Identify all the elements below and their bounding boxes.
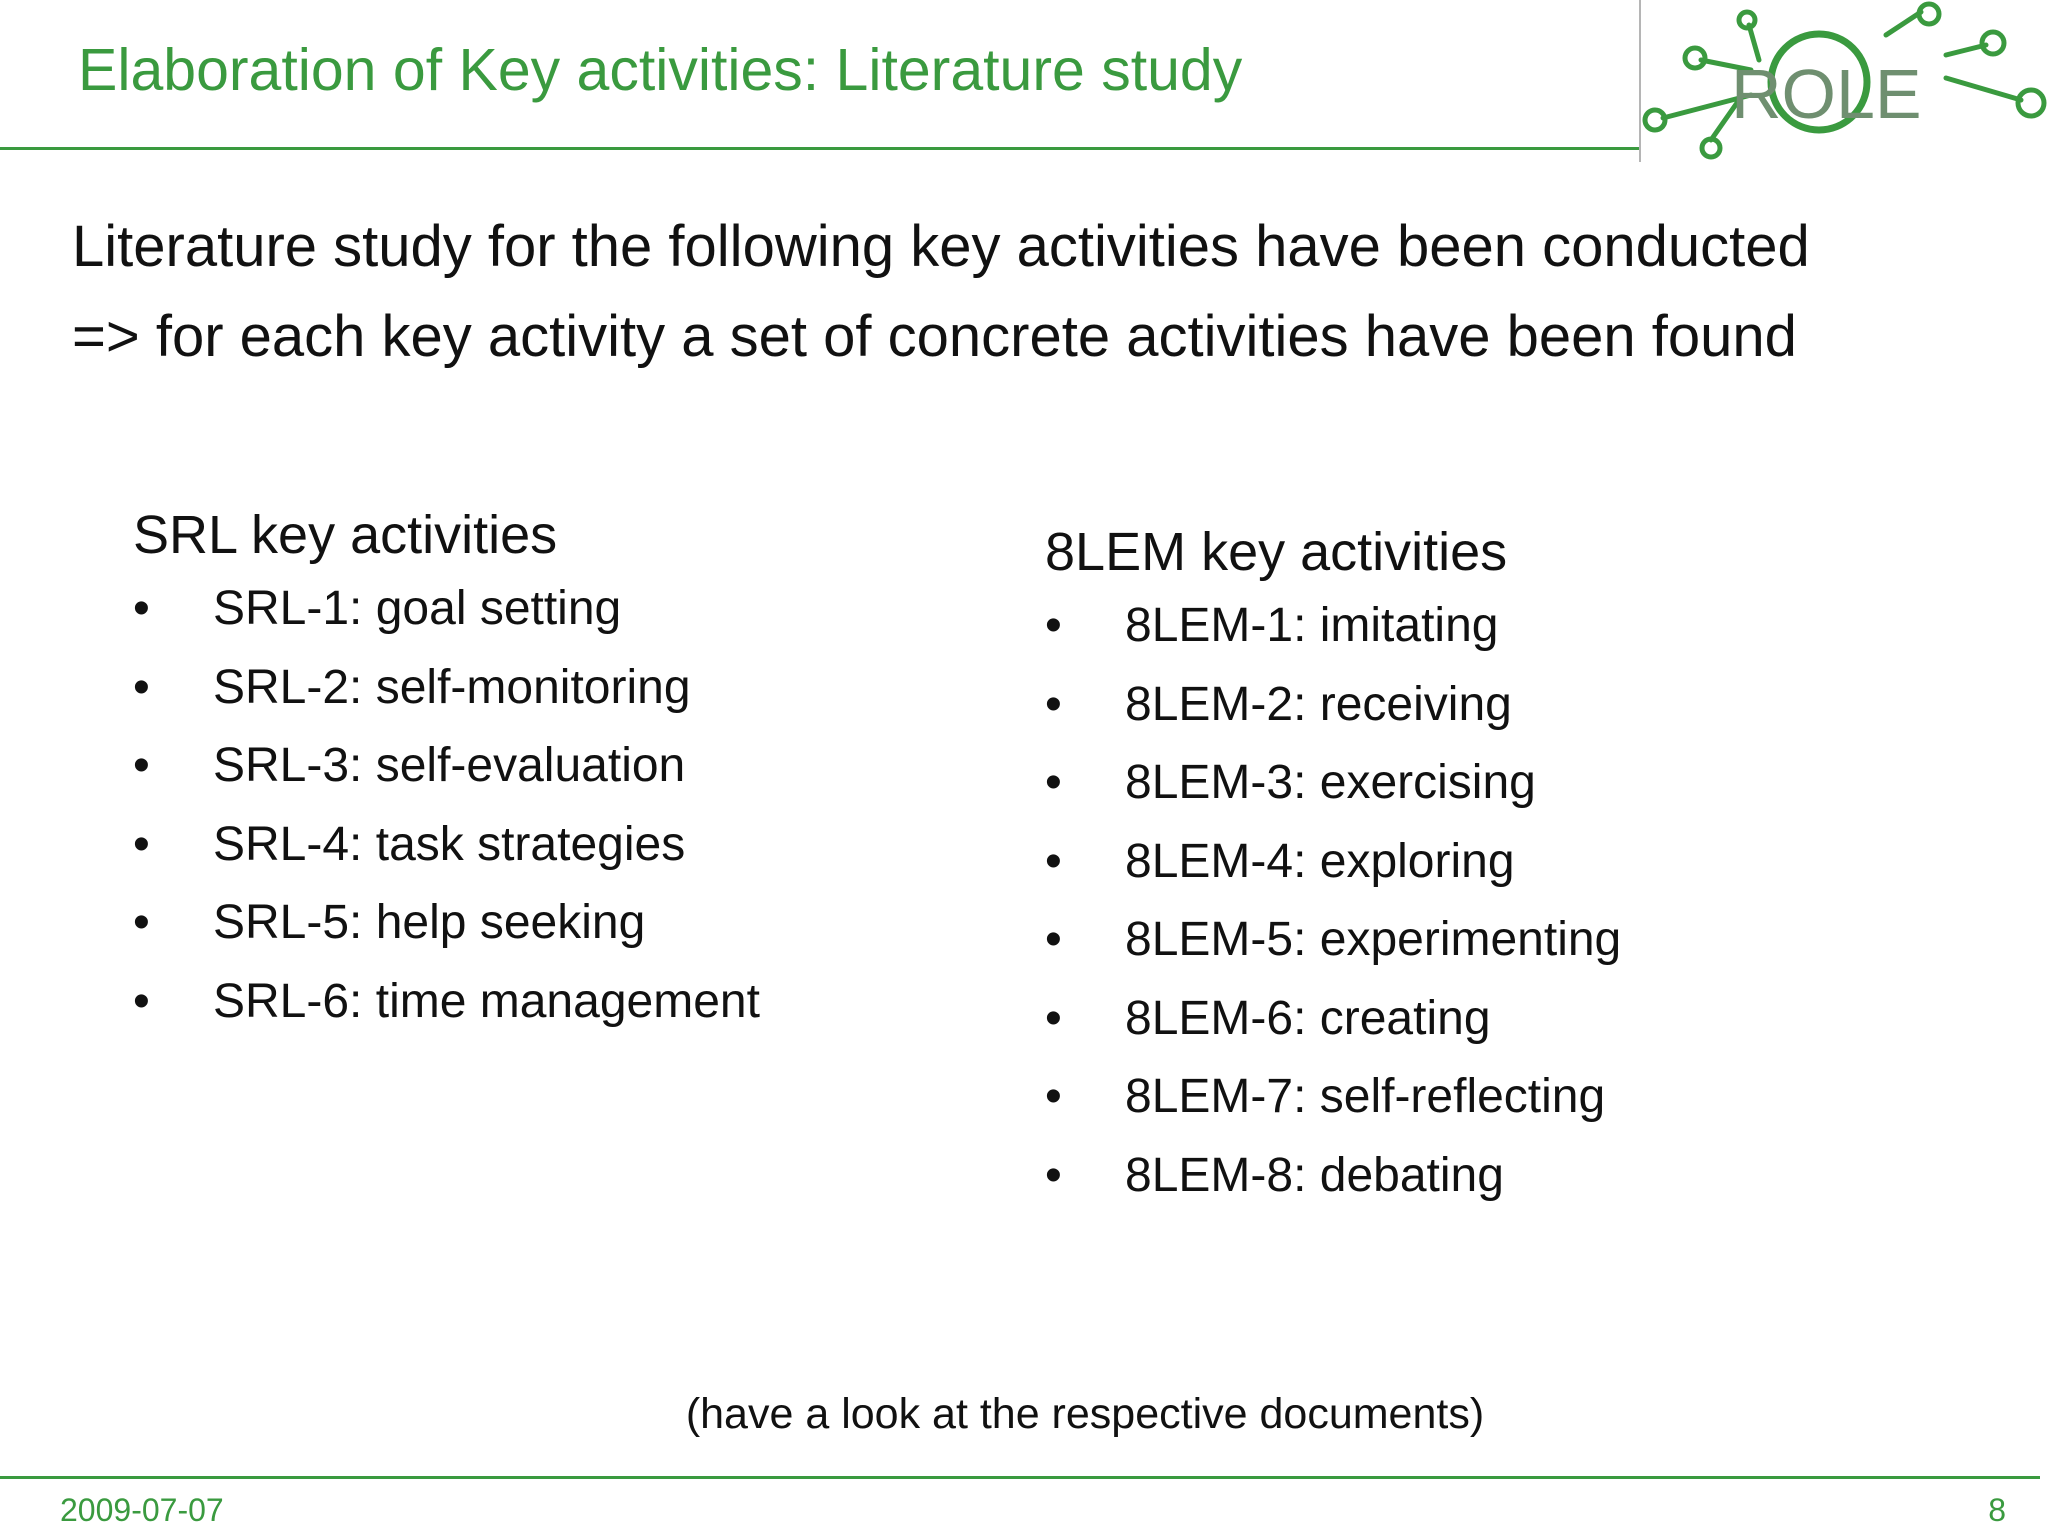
bullet-icon: • xyxy=(1045,677,1062,731)
lem-heading: 8LEM key activities xyxy=(1045,522,1508,582)
bullet-icon: • xyxy=(1045,599,1062,652)
list-item xyxy=(1045,596,1507,675)
lem-item-label: 8LEM-3: exercising xyxy=(1125,756,1536,809)
srl-item-label: SRL-6: time management xyxy=(213,974,760,1028)
srl-item-label: SRL-1: goal setting xyxy=(213,582,622,635)
list-item xyxy=(133,972,760,1051)
lem-item-label: 8LEM-2: receiving xyxy=(1125,677,1512,731)
network-nodes-logo-icon xyxy=(1641,0,2048,162)
list-item xyxy=(1045,1146,1507,1225)
page-number: 8 xyxy=(1988,1492,2006,1528)
lem-item-label: 8LEM-5: experimenting xyxy=(1125,913,1622,966)
lem-list xyxy=(1045,596,1622,1224)
list-item xyxy=(1045,910,1622,989)
srl-item-label: SRL-5: help seeking xyxy=(213,896,646,949)
lem-item-label: 8LEM-4: exploring xyxy=(1125,834,1515,888)
list-item xyxy=(1045,1067,1606,1146)
slide-title: Elaboration of Key activities: Literature study xyxy=(78,37,1243,103)
srl-list xyxy=(133,579,760,1050)
footnote: (have a look at the respective documents) xyxy=(685,1390,1485,1438)
bullet-icon: • xyxy=(1045,1148,1062,1202)
srl-heading: SRL key activities xyxy=(133,505,558,565)
list-item xyxy=(1045,675,1512,754)
title-divider xyxy=(0,147,1640,150)
footer-divider xyxy=(0,1476,2040,1479)
logo-wordmark: ROLE xyxy=(1731,55,1922,133)
intro-line-2: => for each key activity a set of concrete activities have been found xyxy=(72,304,1797,369)
lem-column xyxy=(1045,518,1622,1224)
bullet-icon: • xyxy=(133,896,150,949)
bullet-icon: • xyxy=(1045,913,1062,966)
bullet-icon: • xyxy=(133,739,150,792)
srl-column xyxy=(133,501,760,1050)
srl-item-label: SRL-2: self-monitoring xyxy=(213,660,691,714)
bullet-icon: • xyxy=(133,817,150,871)
list-item xyxy=(133,893,646,972)
intro-text xyxy=(72,202,1810,382)
list-item xyxy=(1045,832,1515,911)
bullet-icon: • xyxy=(133,582,150,635)
bullet-icon: • xyxy=(133,974,150,1028)
bullet-icon: • xyxy=(1045,756,1062,809)
list-item xyxy=(1045,989,1507,1068)
role-logo xyxy=(1639,0,2048,162)
lem-item-label: 8LEM-1: imitating xyxy=(1125,599,1499,652)
list-item xyxy=(133,815,686,894)
list-item xyxy=(133,736,686,815)
srl-item-label: SRL-4: task strategies xyxy=(213,817,686,871)
srl-item-label: SRL-3: self-evaluation xyxy=(213,739,686,792)
footer-date: 2009-07-07 xyxy=(60,1492,224,1528)
list-item xyxy=(133,658,691,737)
lem-item-label: 8LEM-8: debating xyxy=(1125,1148,1504,1202)
bullet-icon: • xyxy=(1045,991,1062,1045)
lem-item-label: 8LEM-6: creating xyxy=(1125,991,1491,1045)
intro-line-1: Literature study for the following key activities have been conducted xyxy=(72,214,1810,279)
bullet-icon: • xyxy=(1045,834,1062,888)
bullet-icon: • xyxy=(133,660,150,714)
bullet-icon: • xyxy=(1045,1070,1062,1123)
list-item xyxy=(133,579,622,658)
list-item xyxy=(1045,753,1536,832)
lem-item-label: 8LEM-7: self-reflecting xyxy=(1125,1070,1606,1123)
